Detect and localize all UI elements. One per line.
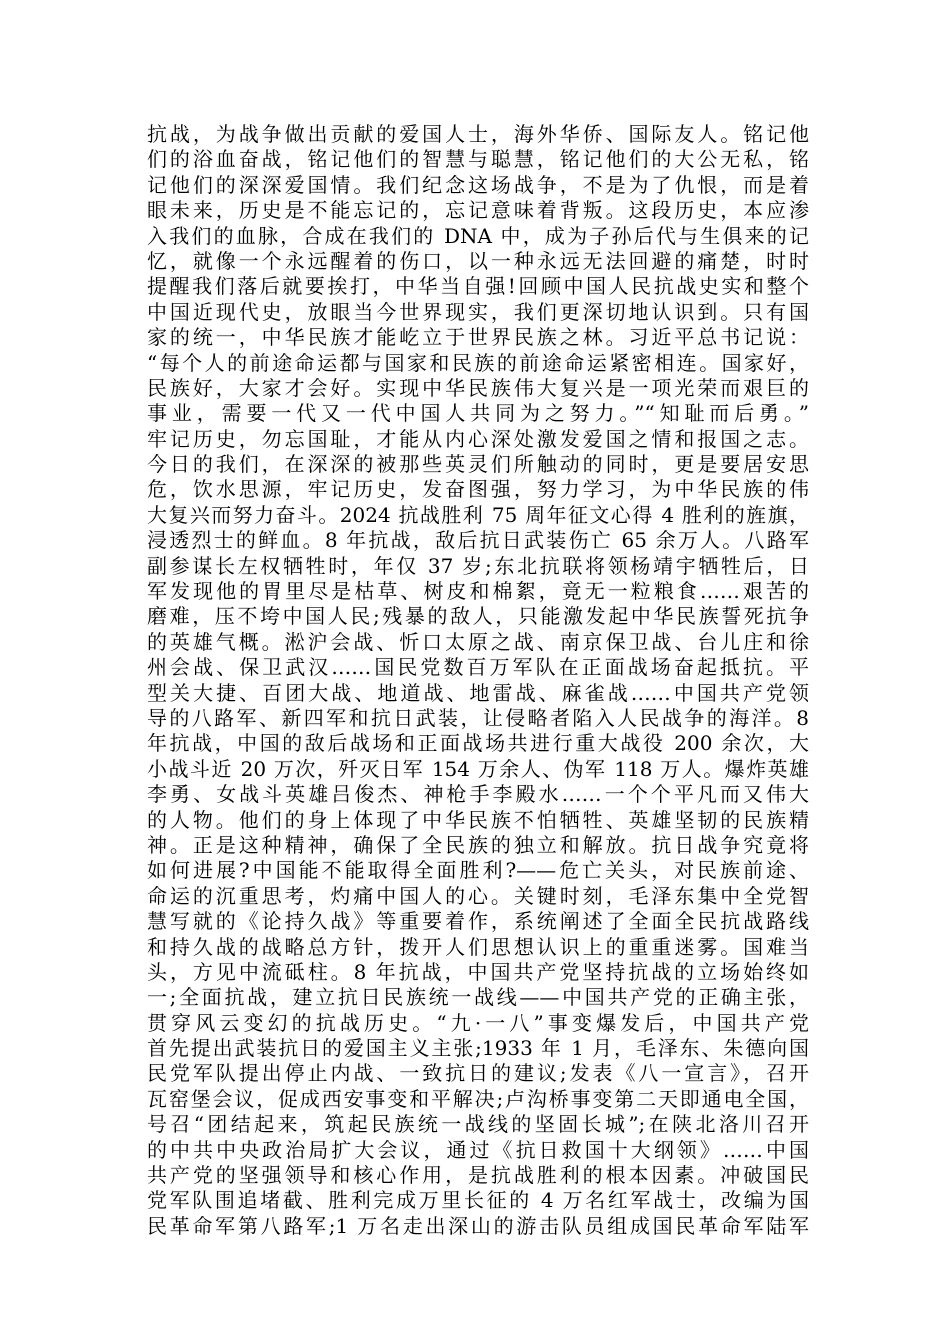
text-line: 浸透烈士的鲜血。8 年抗战，敌后抗日武装伤亡 65 余万人。八路军 — [147, 528, 809, 553]
text-line: 瓦窑堡会议，促成西安事变和平解决;卢沟桥事变第二天即通电全国， — [147, 1086, 809, 1111]
text-line: 大复兴而努力奋斗。2024 抗战胜利 75 周年征文心得 4 胜利的旌旗， — [147, 502, 809, 527]
text-line: 党军队围追堵截、胜利完成万里长征的 4 万名红军战士，改编为国 — [147, 1188, 809, 1213]
text-line: 神。正是这种精神，确保了全民族的独立和解放。抗日战争究竟将 — [147, 832, 809, 857]
text-line: 家的统一，中华民族才能屹立于世界民族之林。习近平总书记说： — [147, 325, 809, 350]
text-line: 副参谋长左权牺牲时，年仅 37 岁;东北抗联将领杨靖宇牺牲后，日 — [147, 553, 809, 578]
text-line: 一;全面抗战，建立抗日民族统一战线——中国共产党的正确主张， — [147, 985, 809, 1010]
text-line: 入我们的血脉，合成在我们的 DNA 中，成为子孙后代与生俱来的记 — [147, 223, 809, 248]
text-line: 李勇、女战斗英雄吕俊杰、神枪手李殿水……一个个平凡而又伟大 — [147, 782, 809, 807]
text-line: 导的八路军、新四军和抗日武装，让侵略者陷入人民战争的海洋。8 — [147, 705, 809, 730]
text-line: 军发现他的胃里尽是枯草、树皮和棉絮，竟无一粒粮食……艰苦的 — [147, 579, 809, 604]
text-line: 型关大捷、百团大战、地道战、地雷战、麻雀战……中国共产党领 — [147, 680, 809, 705]
text-line: 们的浴血奋战，铭记他们的智慧与聪慧，铭记他们的大公无私，铭 — [147, 147, 809, 172]
text-line: 共产党的坚强领导和核心作用，是抗战胜利的根本因素。冲破国民 — [147, 1163, 809, 1188]
text-line: 眼未来，历史是不能忘记的，忘记意味着背叛。这段历史，本应渗 — [147, 198, 809, 223]
text-line: 忆，就像一个永远醒着的伤口，以一种永远无法回避的痛楚，时时 — [147, 248, 809, 273]
text-line: 记他们的深深爱国情。我们纪念这场战争，不是为了仇恨，而是着 — [147, 172, 809, 197]
text-line: 贯穿风云变幻的抗战历史。“九·一八”事变爆发后，中国共产党 — [147, 1010, 809, 1035]
text-line: 和持久战的战略总方针，拨开人们思想认识上的重重迷雾。国难当 — [147, 934, 809, 959]
text-line: 年抗战，中国的敌后战场和正面战场共进行重大战役 200 余次，大 — [147, 731, 809, 756]
text-line: 的英雄气概。淞沪会战、忻口太原之战、南京保卫战、台儿庄和徐 — [147, 629, 809, 654]
body-text — [147, 122, 809, 1239]
text-line: 中国近现代史，放眼当今世界现实，我们更深切地认识到。只有国 — [147, 299, 809, 324]
text-line: 危，饮水思源，牢记历史，发奋图强，努力学习，为中华民族的伟 — [147, 477, 809, 502]
text-line: 牢记历史，勿忘国耻，才能从内心深处激发爱国之情和报国之志。 — [147, 426, 809, 451]
text-line: 民革命军第八路军;1 万名走出深山的游击队员组成国民革命军陆军 — [147, 1213, 809, 1238]
text-line: 的人物。他们的身上体现了中华民族不怕牺牲、英雄坚韧的民族精 — [147, 807, 809, 832]
text-line: 磨难，压不垮中国人民;残暴的敌人，只能激发起中华民族誓死抗争 — [147, 604, 809, 629]
text-line: 命运的沉重思考，灼痛中国人的心。关键时刻，毛泽东集中全党智 — [147, 883, 809, 908]
text-line: 民党军队提出停止内战、一致抗日的建议;发表《八一宣言》，召开 — [147, 1061, 809, 1086]
text-line: 如何进展?中国能不能取得全面胜利?——危亡关头，对民族前途、 — [147, 858, 809, 883]
text-line: 事业，需要一代又一代中国人共同为之努力。”“知耻而后勇。” — [147, 401, 809, 426]
text-line: 小战斗近 20 万次，歼灭日军 154 万余人、伪军 118 万人。爆炸英雄 — [147, 756, 809, 781]
text-line: 首先提出武装抗日的爱国主义主张;1933 年 1 月，毛泽东、朱德向国 — [147, 1036, 809, 1061]
text-line: “每个人的前途命运都与国家和民族的前途命运紧密相连。国家好， — [147, 350, 809, 375]
text-line: 抗战，为战争做出贡献的爱国人士，海外华侨、国际友人。铭记他 — [147, 122, 809, 146]
text-line: 头，方见中流砥柱。8 年抗战，中国共产党坚持抗战的立场始终如 — [147, 959, 809, 984]
text-line: 今日的我们，在深深的被那些英灵们所触动的同时，更是要居安思 — [147, 452, 809, 477]
text-line: 民族好，大家才会好。实现中华民族伟大复兴是一项光荣而艰巨的 — [147, 375, 809, 400]
text-line: 慧写就的《论持久战》等重要着作，系统阐述了全面全民抗战路线 — [147, 909, 809, 934]
text-line: 的中共中央政治局扩大会议，通过《抗日救国十大纲领》……中国 — [147, 1137, 809, 1162]
text-line: 提醒我们落后就要挨打，中华当自强!回顾中国人民抗战史实和整个 — [147, 274, 809, 299]
text-line: 州会战、保卫武汉……国民党数百万军队在正面战场奋起抵抗。平 — [147, 655, 809, 680]
text-line: 号召“团结起来，筑起民族统一战线的坚固长城”;在陕北洛川召开 — [147, 1112, 809, 1137]
